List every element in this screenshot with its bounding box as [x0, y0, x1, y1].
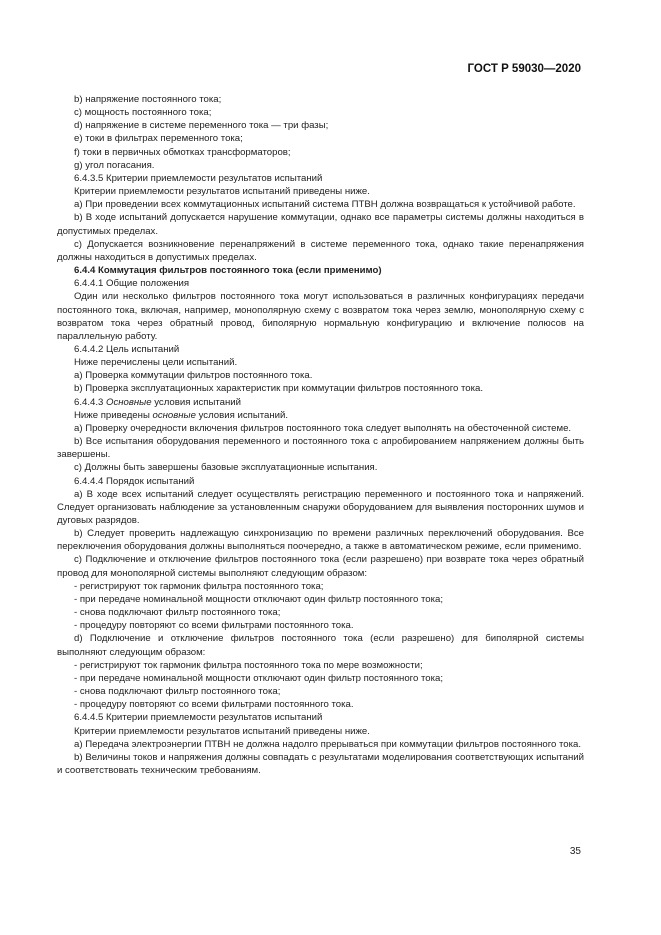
list-item: f) токи в первичных обмотках трансформаторов; [74, 146, 291, 158]
paragraph: b) Величины токов и напряжения должны совпадать с результатами моделирования соответствующих испытаний и соответствовать техническим требованиям. [57, 751, 584, 776]
text-run: условия испытаний. [195, 409, 289, 421]
emphasis: Основные [106, 396, 152, 408]
page-number: 35 [569, 846, 581, 857]
dash-item: - процедуру повторяют со всеми фильтрами постоянного тока. [74, 620, 354, 632]
list-item: d) напряжение в системе переменного тока — три фазы; [74, 120, 329, 132]
subsection-heading: 6.4.4.2 Цель испытаний [74, 343, 180, 355]
subsection-heading: 6.4.4.1 Общие положения [74, 278, 190, 290]
paragraph: a) Проверку очередности включения фильтров постоянного тока следует выполнять на обесточенной системе. [74, 422, 572, 434]
paragraph: d) Подключение и отключение фильтров постоянного тока (если разрешено) для биполярной системы выполняют следующим образом: [57, 633, 584, 658]
list-item: b) напряжение постоянного тока; [74, 94, 222, 105]
paragraph: Критерии приемлемости результатов испытаний приведены ниже. [74, 186, 370, 198]
dash-item: - при передаче номинальной мощности отключают один фильтр постоянного тока; [74, 672, 443, 684]
paragraph [57, 409, 584, 422]
subsection-heading [57, 396, 584, 409]
paragraph: Ниже перечислены цели испытаний. [74, 357, 238, 369]
standard-number: ГОСТ Р 59030—2020 [467, 63, 581, 75]
section-heading: 6.4.4 Коммутация фильтров постоянного тока (если применимо) [74, 265, 382, 277]
paragraph: Один или несколько фильтров постоянного тока могут использоваться в различных конфигурациях передачи постоянного тока, включая, например, монополярную схему с возвратом тока через землю, монополярную схему с возвратом тока через обратный провод, биполярную нормальную конфигурацию и включение полюсов на параллельную работу. [57, 291, 584, 342]
dash-item: - регистрируют ток гармоник фильтра постоянного тока; [74, 580, 324, 592]
subsection-heading: 6.4.4.5 Критерии приемлемости результатов испытаний [74, 712, 323, 724]
emphasis: основные [152, 409, 196, 421]
paragraph: b) Следует проверить надлежащую синхронизацию по времени различных переключений оборудования. Все переключения оборудования должны выполняться поочередно, а также в автоматическом режиме, если применимо. [57, 528, 584, 553]
list-item: c) мощность постоянного тока; [74, 107, 212, 119]
dash-item: - снова подключают фильтр постоянного тока; [74, 607, 281, 619]
paragraph: b) Все испытания оборудования переменного и постоянного тока с апробированием напряжением должны быть завершены. [57, 436, 584, 461]
paragraph: a) В ходе всех испытаний следует осуществлять регистрацию переменного и постоянного тока и напряжений. Следует организовать наблюдение за установленным снаружи оборудованием для выявления посторонних шумов и дуговых разрядов. [57, 488, 584, 526]
paragraph: a) Передача электроэнергии ПТВН не должна надолго прерываться при коммутации фильтров постоянного тока. [74, 738, 582, 750]
dash-item: - снова подключают фильтр постоянного тока; [74, 686, 281, 698]
list-item: g) угол погасания. [74, 159, 155, 171]
paragraph: c) Подключение и отключение фильтров постоянного тока (если разрешено) при возврате тока через обратный провод для монополярной системы выполняют следующим образом: [57, 554, 584, 579]
dash-item: - регистрируют ток гармоник фильтра постоянного тока по мере возможности; [74, 659, 423, 671]
heading-number: 6.4.4.3 [74, 396, 107, 408]
subsection-heading: 6.4.4.4 Порядок испытаний [74, 475, 195, 487]
paragraph: c) Допускается возникновение перенапряжений в системе переменного тока, однако такие перенапряжения должны находиться в допустимых пределах. [57, 238, 584, 263]
dash-item: - процедуру повторяют со всеми фильтрами постоянного тока. [74, 699, 354, 711]
paragraph: c) Должны быть завершены базовые эксплуатационные испытания. [74, 462, 378, 474]
list-item: b) Проверка эксплуатационных характеристик при коммутации фильтров постоянного тока. [74, 383, 484, 395]
paragraph: b) В ходе испытаний допускается нарушение коммутации, однако все параметры системы должны находиться в допустимых пределах. [57, 212, 584, 237]
heading-text: условия испытаний [151, 396, 241, 408]
paragraph: a) При проведении всех коммутационных испытаний система ПТВН должна возвращаться к устойчивой работе. [74, 199, 576, 211]
list-item: e) токи в фильтрах переменного тока; [74, 133, 243, 145]
paragraph: Критерии приемлемости результатов испытаний приведены ниже. [74, 725, 370, 737]
subsection-heading: 6.4.3.5 Критерии приемлемости результатов испытаний [74, 172, 323, 184]
dash-item: - при передаче номинальной мощности отключают один фильтр постоянного тока; [74, 593, 443, 605]
list-item: a) Проверка коммутации фильтров постоянного тока. [74, 370, 313, 382]
text-run: Ниже приведены [74, 409, 153, 421]
document-body [57, 93, 584, 777]
